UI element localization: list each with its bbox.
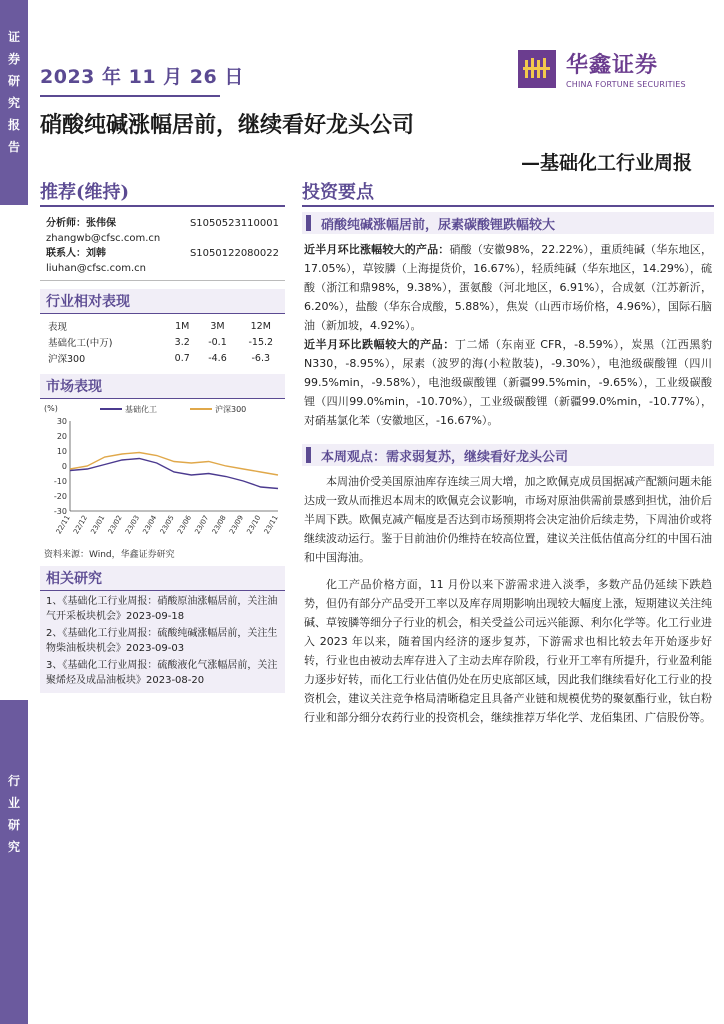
logo-emblem-icon xyxy=(518,50,556,88)
table-row xyxy=(40,334,285,350)
table-cell: 沪深300 xyxy=(48,354,86,365)
view-paragraph-2: 化工产品价格方面，11 月份以来下游需求进入淡季，多数产品仍延续下跌趋势，但仍有部分产品受开工率以及库存周期影响出现较大幅度上涨，短期建议关注纯碱、草铵膦等细分子行业的机会，相关受益公司远兴能源、利尔化学等。化工行业进入 2023 年以来，随着国内经济的逐步复苏，下游需求也相比较去年开始逐步好转，行业也由被动去库存进入了主动去库存阶段，行业开工率有所提升，行业盈利能力逐步好转，而化工行业估值仍处在历史底部区域，因此我们继续看好化工行业的投资机会，建议关注竞争格局清晰稳定且具备产业链和规模优势的聚氨酯行业，钛白粉行业和部分细分农药行业的投资机会，继续推荐万华化学、龙佰集团、广信股份等。 xyxy=(304,578,712,724)
section-title: 硝酸纯碱涨幅居前，尿素碳酸锂跌幅较大 xyxy=(321,217,556,233)
contact-row xyxy=(46,246,279,261)
related-research xyxy=(40,566,285,693)
y-tick-label: -10 xyxy=(53,477,67,486)
y-tick-label: 30 xyxy=(56,417,67,426)
rating-heading: 推荐(维持) xyxy=(40,182,130,203)
loss-label: 近半月环比跌幅较大的产品： xyxy=(304,338,455,351)
y-tick-label: -20 xyxy=(53,492,67,501)
col-header: 12M xyxy=(250,320,271,332)
table-cell: -15.2 xyxy=(248,336,274,348)
table-cell: -0.1 xyxy=(208,336,227,348)
x-tick-label: 23/11 xyxy=(262,514,280,536)
page-title: 硝酸纯碱涨幅居前，继续看好龙头公司 xyxy=(40,112,415,138)
gain-label: 近半月环比涨幅较大的产品： xyxy=(304,243,450,256)
table-cell: -4.6 xyxy=(208,352,227,364)
x-tick-label: 22/12 xyxy=(72,514,90,536)
x-tick-label: 23/04 xyxy=(141,514,159,536)
performance-table xyxy=(40,318,285,366)
analyst-box xyxy=(40,212,285,281)
related-list xyxy=(40,591,285,693)
left-heading-rule xyxy=(40,205,285,207)
analyst-role: 分析师： xyxy=(46,218,86,229)
x-tick-label: 23/10 xyxy=(245,514,263,536)
x-tick-label: 23/06 xyxy=(176,514,194,536)
company-logo xyxy=(518,50,708,94)
table-cell: 0.7 xyxy=(174,352,190,364)
gain-paragraph xyxy=(302,240,714,335)
left-column xyxy=(40,212,285,693)
market-chart xyxy=(40,399,285,547)
chart-source: 资料来源：Wind，华鑫证券研究 xyxy=(44,550,175,560)
right-column xyxy=(302,212,714,727)
performance-heading: 行业相对表现 xyxy=(40,289,285,314)
contact-email-row xyxy=(46,261,279,276)
market-heading: 市场表现 xyxy=(40,374,285,399)
y-tick-label: 0 xyxy=(61,462,67,471)
x-tick-label: 23/07 xyxy=(193,514,211,536)
table-cell: 基础化工(中万) xyxy=(48,338,113,349)
analyst-cert: S1050523110001 xyxy=(189,218,279,229)
sidebar-bottom-band xyxy=(0,700,28,1024)
contact-email[interactable]: liuhan@cfsc.com.cn xyxy=(46,263,146,274)
table-row xyxy=(40,350,285,366)
x-tick-label: 23/02 xyxy=(106,514,124,536)
col-header: 表现 xyxy=(48,322,68,333)
x-tick-label: 23/08 xyxy=(210,514,228,536)
analyst-email-row xyxy=(46,231,279,246)
sidebar-bottom-label: 行 业 研 究 xyxy=(7,774,20,854)
table-cell: -6.3 xyxy=(251,352,271,364)
y-axis-label: (%) xyxy=(44,404,58,413)
right-heading-rule xyxy=(302,205,714,207)
section-bar-icon xyxy=(306,215,311,231)
logo-cn-text: 华鑫证券 xyxy=(566,53,659,78)
report-date: 2023 年 11 月 26 日 xyxy=(40,66,244,88)
analyst-name: 张伟保 xyxy=(86,218,116,229)
y-tick-label: 20 xyxy=(56,432,67,441)
section-header xyxy=(302,212,714,234)
logo-en-text: CHINA FORTUNE SECURITIES xyxy=(566,80,686,89)
sidebar-top-label: 证 券 研 究 报 告 xyxy=(7,30,20,154)
related-item[interactable]: 3、《基础化工行业周报：硫酸液化气涨幅居前，关注聚烯烃及成品油板块》2023-08-20 xyxy=(46,660,278,686)
section-bar-icon xyxy=(306,447,311,463)
analyst-email[interactable]: zhangwb@cfsc.com.cn xyxy=(46,233,161,244)
x-tick-label: 23/05 xyxy=(158,514,176,536)
x-tick-label: 22/11 xyxy=(54,514,72,536)
related-item[interactable]: 1、《基础化工行业周报：硝酸原油涨幅居前，关注油气开采板块机会》2023-09-18 xyxy=(46,596,278,622)
col-header: 3M xyxy=(210,320,225,332)
col-header: 1M xyxy=(175,320,190,332)
market-chart-svg xyxy=(40,399,285,547)
section-header xyxy=(302,444,714,466)
contact-name: 刘韩 xyxy=(86,248,106,259)
x-tick-label: 23/03 xyxy=(124,514,142,536)
analyst-row xyxy=(46,216,279,231)
related-heading: 相关研究 xyxy=(40,566,285,591)
page-subtitle: —基础化工行业周报 xyxy=(520,152,692,174)
investment-heading: 投资要点 xyxy=(302,182,374,203)
table-header-row xyxy=(40,318,285,334)
legend-label: 基础化工 xyxy=(125,405,157,414)
y-tick-label: 10 xyxy=(56,447,67,456)
y-tick-label: -30 xyxy=(53,507,67,516)
loss-text: 丁二烯（东南亚 CFR，-8.59%），炭黑（江西黑豹N330，-8.95%），尿素（波罗的海(小粒散装)，-9.30%），电池级碳酸锂（四川99.5%min，-9.58%），电池级碳酸锂（新疆99.5%min，-9.65%），工业级碳酸锂（四川99.0%min，-10.70%），工业级碳酸锂（新疆99.0%min，-10.77%），对硝基氯化苯（安徽地区，-16.67%）。 xyxy=(304,338,713,427)
x-tick-label: 23/09 xyxy=(228,514,246,536)
contact-cert: S1050122080022 xyxy=(189,248,279,259)
gain-text: 硝酸（安徽98%，22.22%），重质纯碱（华东地区，17.05%），草铵膦（上海提货价，16.67%），轻质纯碱（华东地区，14.29%），硫酸（浙江和鼎98%，9.38%），蛋氨酸（河北地区，6.91%），合成氨（江苏新沂，6.20%），盐酸（华东合成酸，5.88%），焦炭（山西市场价格，4.96%），国际石脑油（新加坡，4.92%）。 xyxy=(304,243,712,332)
section-title: 本周观点：需求弱复苏，继续看好龙头公司 xyxy=(321,449,569,465)
loss-paragraph xyxy=(302,335,714,430)
date-underline xyxy=(40,95,220,97)
view-paragraph-1: 本周油价受美国原油库存连续三周大增，加之欧佩克成员国据减产配额问题未能达成一致从而推迟本周末的欧佩克会议影响，市场对原油供需前景感到担忧，油价后半周下跌。欧佩克减产幅度是否达到市场预期将会决定油价后续走势，下周油价或将继续波动运行。鉴于目前油价仍维持在较高位置，建议关注低估值高分红的中国石油和中国海油。 xyxy=(304,475,712,564)
x-tick-label: 23/01 xyxy=(89,514,107,536)
table-cell: 3.2 xyxy=(174,336,190,348)
contact-role: 联系人： xyxy=(46,248,86,259)
related-item[interactable]: 2、《基础化工行业周报：硫酸纯碱涨幅居前，关注生物柴油板块机会》2023-09-03 xyxy=(46,628,278,654)
legend-label: 沪深300 xyxy=(215,405,247,414)
series-line xyxy=(70,459,278,489)
